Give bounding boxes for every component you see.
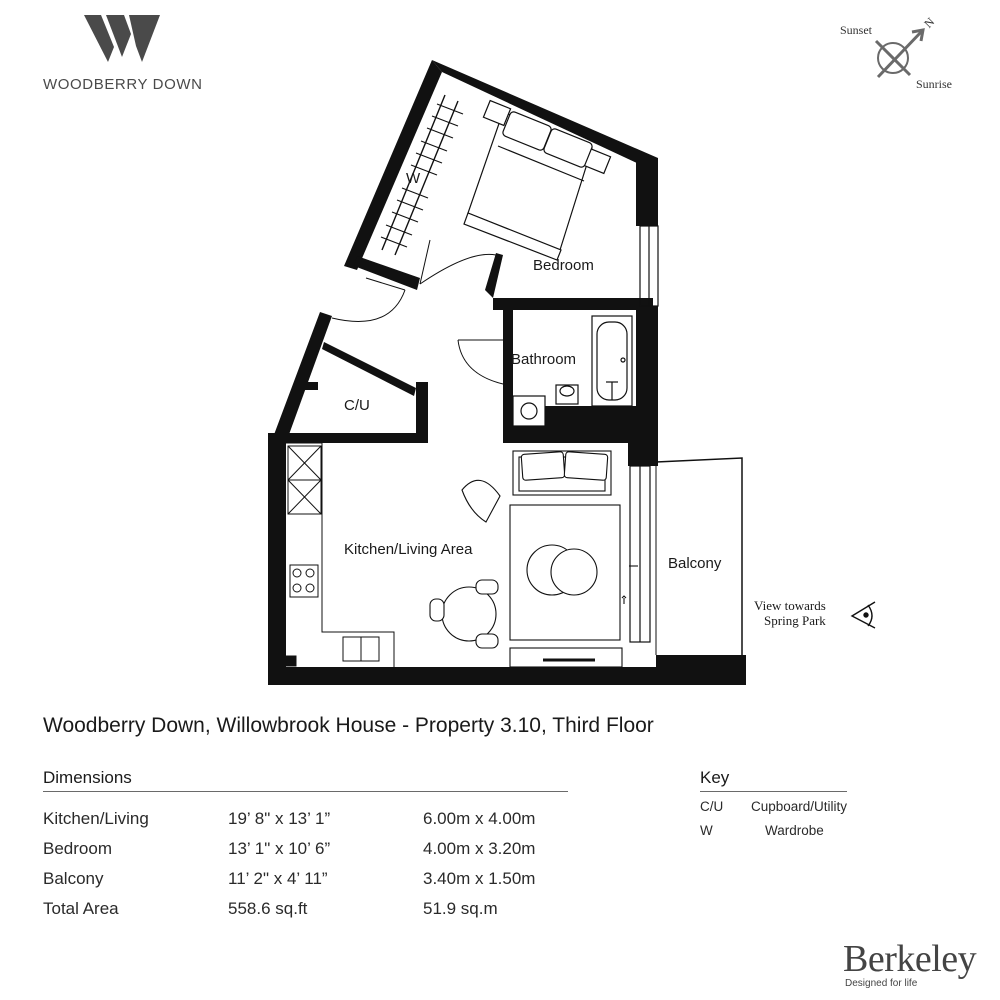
dimension-row (43, 864, 568, 894)
developer-name: Berkeley (843, 938, 977, 980)
dimension-room: Total Area (43, 899, 119, 918)
key-heading: Key (700, 768, 847, 792)
view-note-line: View towards (754, 598, 826, 613)
bathroom-label: Bathroom (511, 351, 577, 368)
cupboard-label: C/U (344, 397, 370, 414)
property-title: Woodberry Down, Willowbrook House - Property 3.10, Third Floor (43, 714, 654, 737)
key-code: C/U (700, 798, 724, 814)
dimensions-heading: Dimensions (43, 768, 568, 792)
door-swing (458, 340, 503, 384)
dimension-metric: 3.40m x 1.50m (423, 869, 536, 888)
dimension-metric: 4.00m x 3.20m (423, 839, 536, 858)
compass-sunset: Sunset (840, 23, 873, 37)
dimension-row (43, 834, 568, 864)
dimension-metric: 51.9 sq.m (423, 899, 498, 918)
wall (268, 667, 658, 685)
eye-icon (852, 602, 875, 628)
wall (322, 342, 416, 396)
kitchen-living-label: Kitchen/Living Area (344, 541, 473, 558)
developer-tagline: Designed for life (845, 978, 918, 989)
key-meaning: Cupboard/Utility (750, 798, 847, 814)
wall (344, 60, 442, 270)
dimension-room: Balcony (43, 869, 104, 888)
wardrobe-label: W (406, 170, 421, 187)
compass-sunrise: Sunrise (916, 77, 952, 91)
view-note-line: Spring Park (764, 613, 826, 628)
dimension-room: Bedroom (43, 839, 112, 858)
wall (268, 433, 286, 685)
wall (286, 433, 428, 443)
key-code: W (700, 822, 713, 838)
dining-table (442, 587, 496, 641)
key-row (700, 818, 847, 842)
armchair (462, 480, 500, 522)
dimension-imperial: 13’ 1" x 10’ 6” (228, 839, 331, 858)
key-row (700, 794, 847, 818)
wall (636, 158, 658, 226)
brand-name: WOODBERRY DOWN (43, 76, 203, 93)
wall (628, 406, 658, 466)
wall (656, 655, 746, 685)
dimension-imperial: 19’ 8" x 13’ 1” (228, 809, 331, 828)
door-swing (332, 290, 405, 322)
key-meaning: Wardrobe (765, 822, 824, 838)
tv-unit (510, 648, 622, 667)
berkeley-logo (843, 940, 976, 989)
key-legend (700, 768, 847, 842)
wall (493, 298, 653, 310)
dimension-room: Kitchen/Living (43, 809, 149, 828)
dimension-row (43, 804, 568, 834)
balcony-label: Balcony (668, 555, 722, 572)
dimension-imperial: 11’ 2" x 4’ 11” (228, 869, 328, 888)
door-swing (420, 254, 496, 284)
dimension-imperial: 558.6 sq.ft (228, 899, 308, 918)
compass-north: N (921, 14, 938, 31)
dimension-metric: 6.00m x 4.00m (423, 809, 536, 828)
bedroom-label: Bedroom (533, 257, 594, 274)
dimension-row (43, 894, 568, 924)
view-note (754, 598, 826, 628)
wall (485, 253, 503, 298)
dimensions-table (43, 768, 568, 924)
wall (304, 382, 318, 390)
wall (272, 312, 332, 440)
